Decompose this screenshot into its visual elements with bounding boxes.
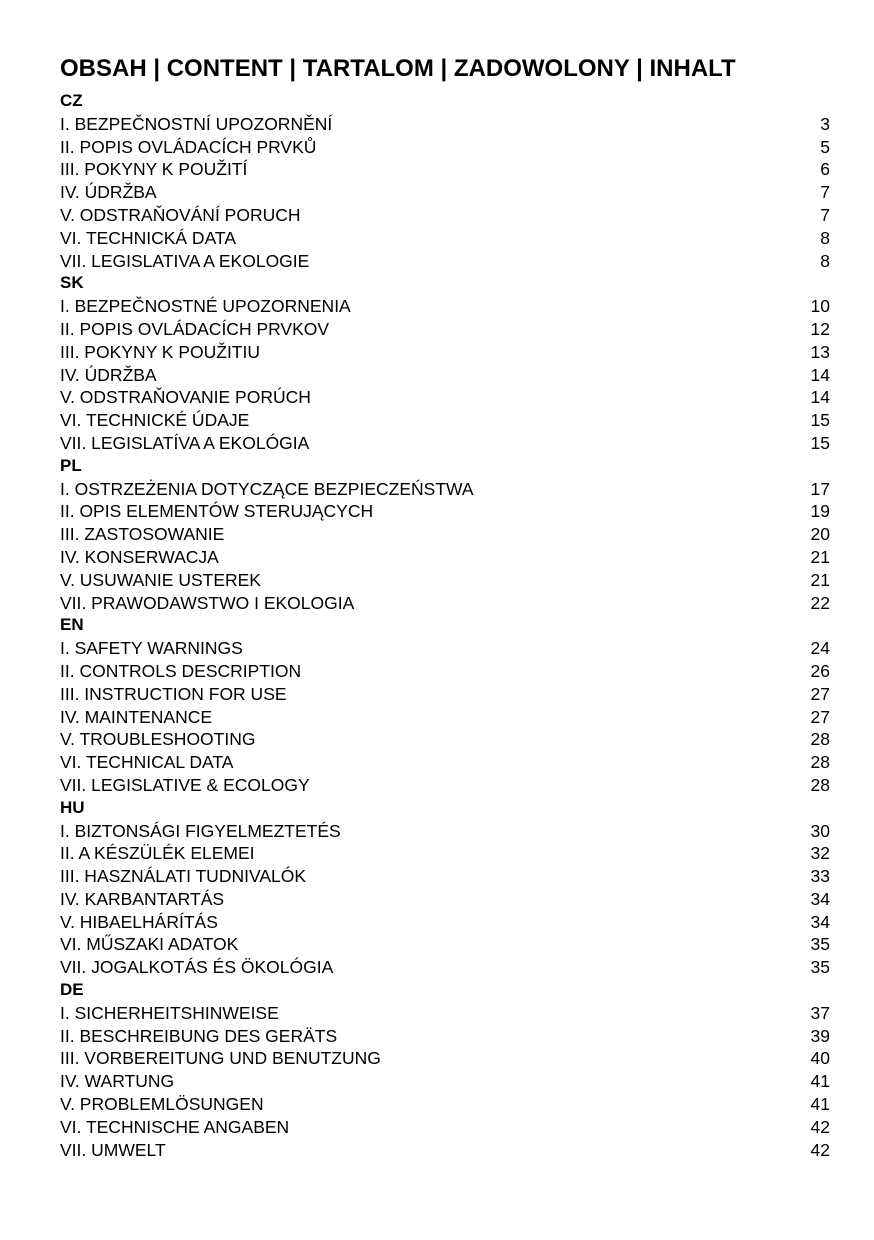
toc-entry: [60, 136, 830, 159]
toc-entry: [60, 637, 830, 660]
toc-entry-page-number: 22: [810, 592, 830, 613]
toc-entry: [60, 546, 830, 569]
toc-entry-title: VI. TECHNICKÉ ÚDAJE: [60, 410, 250, 431]
toc-entry-title: I. BIZTONSÁGI FIGYELMEZTETÉS: [60, 820, 341, 841]
toc-entry-title: VII. JOGALKOTÁS ÉS ÖKOLÓGIA: [60, 957, 334, 978]
toc-entry-page-number: 7: [820, 204, 830, 225]
toc-entry: [60, 706, 830, 729]
toc-entry: [60, 181, 830, 204]
toc-entry: [60, 318, 830, 341]
toc-entry-title: IV. ÚDRŽBA: [60, 364, 157, 385]
toc-entry-page-number: 3: [820, 113, 830, 134]
toc-entry-page-number: 30: [810, 820, 830, 841]
toc-entry-page-number: 27: [810, 683, 830, 704]
toc-entry-page-number: 34: [810, 911, 830, 932]
toc-entry: [60, 364, 830, 387]
toc-entry-page-number: 40: [810, 1048, 830, 1069]
toc-entry: [60, 751, 830, 774]
toc-entry: [60, 1116, 830, 1139]
toc-entry: [60, 911, 830, 934]
toc-entry-title: V. TROUBLESHOOTING: [60, 729, 256, 750]
toc-entry-title: I. OSTRZEŻENIA DOTYCZĄCE BEZPIECZEŃSTWA: [60, 478, 474, 499]
toc-entry-title: VI. TECHNISCHE ANGABEN: [60, 1116, 290, 1137]
toc-entry-page-number: 12: [810, 318, 830, 339]
section-language-code: DE: [60, 980, 84, 1000]
toc-entry-page-number: 6: [820, 159, 830, 180]
toc-entry-title: IV. WARTUNG: [60, 1071, 175, 1092]
toc-entry-page-number: 35: [810, 957, 830, 978]
toc-entry: [60, 683, 830, 706]
toc-section-pl: [60, 455, 830, 615]
toc-entry: [60, 728, 830, 751]
toc-entry-title: II. OPIS ELEMENTÓW STERUJĄCYCH: [60, 501, 374, 522]
toc-entry-title: VII. PRAWODAWSTWO I EKOLOGIA: [60, 592, 355, 613]
toc-entry-page-number: 7: [820, 182, 830, 203]
toc-entry-page-number: 24: [810, 638, 830, 659]
toc-entry: [60, 774, 830, 797]
toc-entry-page-number: 21: [810, 569, 830, 590]
toc-entry-title: II. A KÉSZÜLÉK ELEMEI: [60, 843, 255, 864]
toc-entry: [60, 386, 830, 409]
toc-entry-title: V. ODSTRAŇOVÁNÍ PORUCH: [60, 204, 301, 225]
toc-entry-page-number: 13: [810, 341, 830, 362]
toc-entry-title: IV. KONSERWACJA: [60, 546, 219, 567]
toc-entry-title: I. BEZPEČNOSTNÉ UPOZORNENIA: [60, 296, 351, 317]
toc-entry-page-number: 41: [810, 1071, 830, 1092]
toc-entry: [60, 1139, 830, 1162]
toc-entry-page-number: 15: [810, 410, 830, 431]
toc-entry: [60, 250, 830, 273]
toc-entry: [60, 956, 830, 979]
toc-entry-title: III. INSTRUCTION FOR USE: [60, 683, 287, 704]
toc-entry-title: I. BEZPEČNOSTNÍ UPOZORNĚNÍ: [60, 113, 333, 134]
toc-entry-page-number: 21: [810, 546, 830, 567]
toc-entry-title: VI. TECHNICKÁ DATA: [60, 227, 236, 248]
toc-entry-title: V. USUWANIE USTEREK: [60, 569, 261, 590]
toc-entry: [60, 569, 830, 592]
toc-entry-page-number: 28: [810, 774, 830, 795]
toc-entry: [60, 1002, 830, 1025]
toc-entry-title: IV. ÚDRŽBA: [60, 182, 157, 203]
toc-entry-title: I. SAFETY WARNINGS: [60, 638, 243, 659]
toc-entry: [60, 523, 830, 546]
toc-entry: [60, 865, 830, 888]
toc-section-sk: [60, 272, 830, 454]
toc-entry: [60, 592, 830, 615]
toc-entry-title: II. CONTROLS DESCRIPTION: [60, 660, 302, 681]
toc-entry-title: III. POKYNY K POUŽITIU: [60, 341, 260, 362]
toc-entry: [60, 432, 830, 455]
toc-entry: [60, 820, 830, 843]
toc-entry-page-number: 10: [810, 296, 830, 317]
toc-entry-title: VII. LEGISLATIVE & ECOLOGY: [60, 774, 310, 795]
toc-entry: [60, 1093, 830, 1116]
toc-entry-title: V. HIBAELHÁRÍTÁS: [60, 911, 218, 932]
toc-entry-page-number: 8: [820, 227, 830, 248]
toc-entry: [60, 158, 830, 181]
toc-entry-title: III. ZASTOSOWANIE: [60, 524, 225, 545]
toc-entry: [60, 341, 830, 364]
toc-entry-title: VI. TECHNICAL DATA: [60, 752, 234, 773]
toc-entry: [60, 409, 830, 432]
toc-entry-title: VII. LEGISLATIVA A EKOLOGIE: [60, 250, 310, 271]
toc-entry-title: VII. LEGISLATÍVA A EKOLÓGIA: [60, 432, 310, 453]
toc-entry: [60, 1070, 830, 1093]
toc-entry-title: II. BESCHREIBUNG DES GERÄTS: [60, 1025, 338, 1046]
toc-entry-title: I. SICHERHEITSHINWEISE: [60, 1002, 279, 1023]
toc-entry-page-number: 27: [810, 706, 830, 727]
toc-entry: [60, 478, 830, 501]
section-language-code: EN: [60, 615, 84, 635]
toc-entry: [60, 1047, 830, 1070]
toc-entry-title: VII. UMWELT: [60, 1139, 166, 1160]
toc-entry-page-number: 39: [810, 1025, 830, 1046]
toc-entry-page-number: 14: [810, 364, 830, 385]
toc-entry-page-number: 5: [820, 136, 830, 157]
toc-entry-title: VI. MŰSZAKI ADATOK: [60, 934, 239, 955]
toc-entry-title: III. VORBEREITUNG UND BENUTZUNG: [60, 1048, 381, 1069]
toc-entry: [60, 500, 830, 523]
toc-entry: [60, 227, 830, 250]
toc-entry-page-number: 19: [810, 501, 830, 522]
toc-entry: [60, 933, 830, 956]
toc-entry-title: V. PROBLEMLÖSUNGEN: [60, 1094, 264, 1115]
toc-entry-page-number: 15: [810, 432, 830, 453]
toc-entry-page-number: 14: [810, 387, 830, 408]
toc-entry-title: IV. KARBANTARTÁS: [60, 888, 225, 909]
toc-entry-title: III. HASZNÁLATI TUDNIVALÓK: [60, 866, 307, 887]
toc-entry-title: II. POPIS OVLÁDACÍCH PRVKŮ: [60, 136, 317, 157]
toc-entry: [60, 842, 830, 865]
toc-entry-page-number: 8: [820, 250, 830, 271]
table-of-contents: [60, 54, 830, 1161]
toc-section-de: [60, 979, 830, 1161]
toc-entry-page-number: 20: [810, 524, 830, 545]
toc-entry: [60, 888, 830, 911]
toc-entry-page-number: 17: [810, 478, 830, 499]
toc-entry-title: II. POPIS OVLÁDACÍCH PRVKOV: [60, 318, 330, 339]
toc-section-hu: [60, 797, 830, 979]
toc-entry-page-number: 37: [810, 1002, 830, 1023]
section-language-code: HU: [60, 797, 85, 817]
section-language-code: PL: [60, 455, 82, 475]
toc-entry-page-number: 28: [810, 729, 830, 750]
toc-entry-page-number: 32: [810, 843, 830, 864]
toc-entry-page-number: 34: [810, 888, 830, 909]
toc-entry-page-number: 35: [810, 934, 830, 955]
toc-entry-page-number: 33: [810, 866, 830, 887]
toc-entry: [60, 204, 830, 227]
toc-entry: [60, 660, 830, 683]
toc-entry: [60, 113, 830, 136]
toc-entry: [60, 295, 830, 318]
toc-entry-page-number: 42: [810, 1139, 830, 1160]
toc-list: [60, 90, 830, 1161]
toc-entry-page-number: 26: [810, 660, 830, 681]
toc-entry: [60, 1025, 830, 1048]
toc-section-en: [60, 614, 830, 796]
section-language-code: CZ: [60, 91, 83, 110]
toc-entry-title: IV. MAINTENANCE: [60, 706, 213, 727]
toc-entry-page-number: 41: [810, 1094, 830, 1115]
toc-section-cz: [60, 90, 830, 272]
toc-entry-title: V. ODSTRAŇOVANIE PORÚCH: [60, 387, 311, 408]
toc-entry-page-number: 42: [810, 1116, 830, 1137]
page-title: OBSAH | CONTENT | TARTALOM | ZADOWOLONY | INHALT: [60, 55, 736, 82]
toc-entry-title: III. POKYNY K POUŽITÍ: [60, 159, 248, 180]
section-language-code: SK: [60, 273, 84, 293]
toc-entry-page-number: 28: [810, 752, 830, 773]
